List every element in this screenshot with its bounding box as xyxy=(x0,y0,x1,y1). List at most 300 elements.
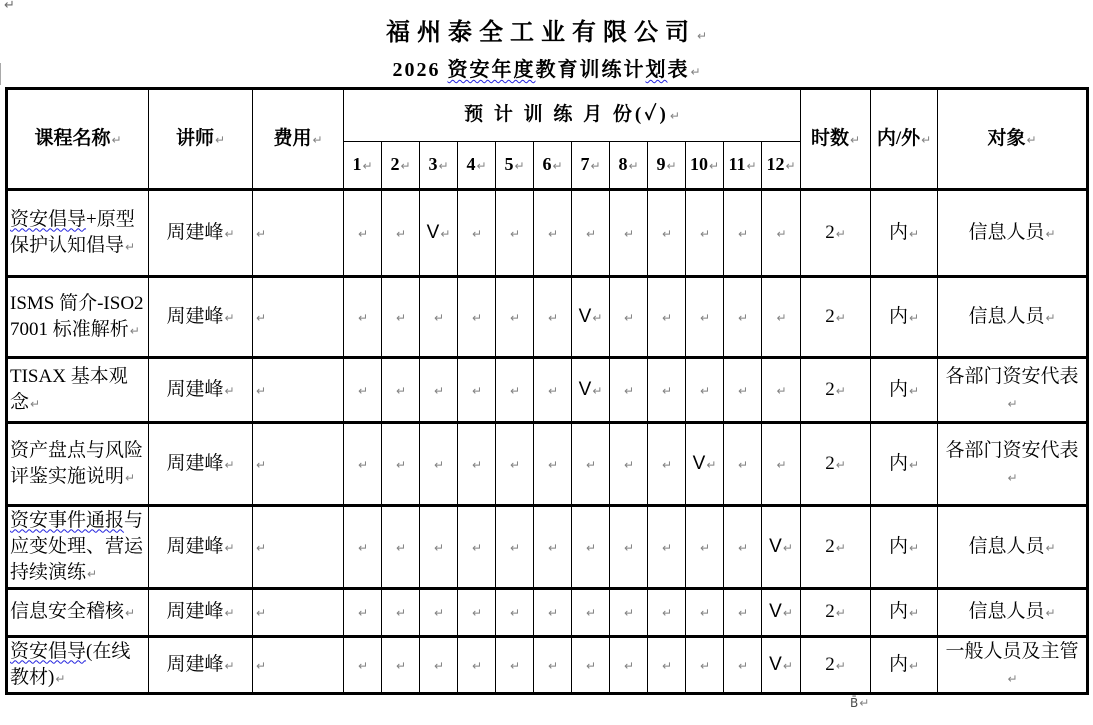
paragraph-mark: ↵ xyxy=(782,540,793,555)
paragraph-mark: ↵ xyxy=(357,226,369,241)
paragraph-mark: ↵ xyxy=(471,606,483,620)
month-check-mark: V xyxy=(578,305,592,327)
month-cell-9 xyxy=(648,423,686,506)
month-cell-12 xyxy=(762,423,801,506)
internal-external-cell xyxy=(871,637,938,694)
paragraph-mark: ↵ xyxy=(224,226,235,241)
paragraph-mark: ↵ xyxy=(835,658,846,673)
month-cell-2 xyxy=(382,190,420,277)
paragraph-mark: ↵ xyxy=(690,65,701,79)
paragraph-mark: ↵ xyxy=(661,540,673,555)
cost-cell xyxy=(253,423,344,506)
course-cell xyxy=(7,358,149,423)
month-cell-6 xyxy=(534,358,572,423)
month-cell-6 xyxy=(534,506,572,589)
instructor-header xyxy=(149,89,253,190)
month-cell-12 xyxy=(762,190,801,277)
paragraph-mark: ↵ xyxy=(395,606,407,620)
month-cell-1 xyxy=(344,423,382,506)
paragraph-mark: ↵ xyxy=(312,132,323,147)
paragraph-mark: ↵ xyxy=(699,310,711,325)
month-cell-6 xyxy=(534,190,572,277)
paragraph-mark: ↵ xyxy=(224,540,235,555)
course-cell xyxy=(7,589,149,637)
hours-cell xyxy=(801,589,871,637)
paragraph-mark: ↵ xyxy=(256,310,267,325)
month-header-6 xyxy=(534,142,572,190)
month-number: 7 xyxy=(580,154,590,174)
audience-cell xyxy=(938,423,1088,506)
paragraph-mark: ↵ xyxy=(256,606,267,620)
month-cell-11 xyxy=(724,190,762,277)
paragraph-mark: ↵ xyxy=(1045,310,1056,325)
paragraph-mark: ↵ xyxy=(921,132,932,147)
month-cell-11 xyxy=(724,506,762,589)
paragraph-mark: ↵ xyxy=(585,457,597,472)
paragraph-mark: ↵ xyxy=(909,540,920,555)
paragraph-mark: ↵ xyxy=(547,310,559,325)
paragraph-mark: ↵ xyxy=(357,658,369,673)
month-number: 10 xyxy=(689,154,708,174)
paragraph-mark: ↵ xyxy=(737,226,749,241)
paragraph-mark: ↵ xyxy=(661,457,673,472)
month-number: 6 xyxy=(542,154,552,174)
cost-cell xyxy=(253,589,344,637)
month-cell-3 xyxy=(420,358,458,423)
month-cell-4 xyxy=(458,589,496,637)
month-number: 1 xyxy=(352,154,362,174)
paragraph-mark: ↵ xyxy=(509,606,521,620)
month-cell-9 xyxy=(648,506,686,589)
internal-external-cell xyxy=(871,190,938,277)
paragraph-mark: ↵ xyxy=(661,606,673,620)
paragraph-mark: ↵ xyxy=(850,132,861,147)
paragraph-mark: ↵ xyxy=(224,606,235,620)
paragraph-mark: ↵ xyxy=(433,457,445,472)
month-number: 3 xyxy=(428,154,438,174)
subtitle-part: 教育训练计 xyxy=(535,59,646,81)
paragraph-mark: ↵ xyxy=(909,457,920,472)
paragraph-mark: ↵ xyxy=(590,159,601,173)
paragraph-mark: ↵ xyxy=(357,383,369,398)
paragraph-mark: ↵ xyxy=(509,226,521,241)
paragraph-mark: ↵ xyxy=(623,310,635,325)
paragraph-mark: ↵ xyxy=(1045,606,1056,620)
paragraph-mark: ↵ xyxy=(776,310,787,325)
cost-cell xyxy=(253,637,344,694)
hours-value: 2 xyxy=(825,305,835,327)
paragraph-mark: ↵ xyxy=(55,671,66,686)
course-name-text: ISMS 简介-ISO27001 标准解析 xyxy=(10,292,144,340)
header-label: 内/外 xyxy=(876,127,921,149)
paragraph-mark: ↵ xyxy=(214,132,226,147)
paragraph-mark: ↵ xyxy=(623,457,635,472)
paragraph-mark: ↵ xyxy=(471,383,483,398)
paragraph-mark: ↵ xyxy=(835,457,846,472)
paragraph-mark: ↵ xyxy=(129,323,140,338)
paragraph-mark: ↵ xyxy=(476,159,487,173)
month-cell-4 xyxy=(458,190,496,277)
paragraph-mark: ↵ xyxy=(859,696,870,710)
month-check-mark: V xyxy=(692,452,706,474)
hours-value: 2 xyxy=(825,378,835,400)
audience-value: 信息人员 xyxy=(968,221,1045,243)
paragraph-mark: ↵ xyxy=(737,606,749,620)
month-cell-4 xyxy=(458,423,496,506)
stray-object-text: B̄ xyxy=(850,696,859,710)
internal-external-value: 内 xyxy=(889,653,909,675)
paragraph-mark: ↵ xyxy=(909,383,920,398)
course-cell xyxy=(7,190,149,277)
audience-cell xyxy=(938,190,1088,277)
month-cell-5 xyxy=(496,589,534,637)
paragraph-mark: ↵ xyxy=(706,457,717,472)
internal-external-value: 内 xyxy=(889,221,909,243)
paragraph-mark: ↵ xyxy=(509,383,521,398)
month-cell-11 xyxy=(724,358,762,423)
paragraph-mark: ↵ xyxy=(547,540,559,555)
month-cell-6 xyxy=(534,637,572,694)
month-cell-7 xyxy=(572,589,610,637)
training-plan-table xyxy=(5,87,1089,695)
month-cell-10 xyxy=(686,190,724,277)
month-header-12 xyxy=(762,142,801,190)
month-cell-10 xyxy=(686,637,724,694)
paragraph-mark: ↵ xyxy=(395,226,407,241)
paragraph-mark: ↵ xyxy=(433,606,445,620)
paragraph-mark: ↵ xyxy=(592,310,603,325)
paragraph-mark: ↵ xyxy=(699,226,711,241)
month-cell-5 xyxy=(496,423,534,506)
month-cell-7 xyxy=(572,190,610,277)
header-label: 讲师 xyxy=(175,127,214,149)
month-header-7 xyxy=(572,142,610,190)
paragraph-mark: ↵ xyxy=(471,226,483,241)
table-row xyxy=(7,277,1088,358)
internal-external-value: 内 xyxy=(889,452,909,474)
paragraph-mark: ↵ xyxy=(357,606,369,620)
course-name-text: 与应变处理、营运持续演练 xyxy=(10,509,144,583)
month-cell-4 xyxy=(458,277,496,358)
month-cell-1 xyxy=(344,277,382,358)
paragraph-mark: ↵ xyxy=(547,457,559,472)
paragraph-mark: ↵ xyxy=(623,540,635,555)
paragraph-mark: ↵ xyxy=(357,540,369,555)
course-name-text: 资产盘点与风险评鉴实施说明 xyxy=(10,439,144,487)
paragraph-mark: ↵ xyxy=(737,310,749,325)
course-cell xyxy=(7,506,149,589)
paragraph-mark: ↵ xyxy=(661,658,673,673)
paragraph-mark: ↵ xyxy=(776,383,787,398)
month-cell-1 xyxy=(344,358,382,423)
month-header-11 xyxy=(724,142,762,190)
month-cell-2 xyxy=(382,637,420,694)
paragraph-mark: ↵ xyxy=(547,658,559,673)
course-cell xyxy=(7,277,149,358)
paragraph-mark: ↵ xyxy=(737,540,749,555)
table-row xyxy=(7,190,1088,277)
month-cell-12 xyxy=(762,637,801,694)
audience-value: 信息人员 xyxy=(968,535,1045,557)
month-cell-8 xyxy=(610,589,648,637)
paragraph-mark: ↵ xyxy=(592,383,603,398)
paragraph-mark: ↵ xyxy=(696,29,708,43)
audience-header xyxy=(938,89,1088,190)
paragraph-mark: ↵ xyxy=(30,396,41,411)
month-cell-5 xyxy=(496,637,534,694)
months-group-header xyxy=(344,89,801,142)
course-name-text: +原型保护认知倡导 xyxy=(10,208,135,256)
month-cell-12 xyxy=(762,506,801,589)
paragraph-mark: ↵ xyxy=(256,383,267,398)
company-title-text: 福州泰全工业有限公司 xyxy=(385,20,696,46)
month-cell-2 xyxy=(382,423,420,506)
hours-cell xyxy=(801,277,871,358)
paragraph-mark: ↵ xyxy=(224,457,235,472)
month-cell-7 xyxy=(572,423,610,506)
month-header-1 xyxy=(344,142,382,190)
header-label: 预 计 训 练 月 份(✓) xyxy=(464,104,669,125)
hours-cell xyxy=(801,190,871,277)
paragraph-mark: ↵ xyxy=(400,159,411,173)
paragraph-mark: ↵ xyxy=(224,658,235,673)
table-row xyxy=(7,423,1088,506)
paragraph-mark: ↵ xyxy=(395,658,407,673)
internal-external-value: 内 xyxy=(889,378,909,400)
month-cell-5 xyxy=(496,190,534,277)
paragraph-mark: ↵ xyxy=(623,383,635,398)
month-cell-8 xyxy=(610,277,648,358)
instructor-name: 周建峰 xyxy=(166,601,224,622)
month-cell-4 xyxy=(458,637,496,694)
course-cell xyxy=(7,423,149,506)
instructor-cell xyxy=(149,277,253,358)
internal-external-value: 内 xyxy=(889,305,909,327)
table-row xyxy=(7,506,1088,589)
instructor-cell xyxy=(149,423,253,506)
course-name-text: 资安倡导 xyxy=(10,640,87,662)
month-cell-3 xyxy=(420,190,458,277)
month-cell-9 xyxy=(648,637,686,694)
paragraph-mark: ↵ xyxy=(125,470,136,485)
internal-external-cell xyxy=(871,506,938,589)
cost-cell xyxy=(253,277,344,358)
header-label: 时数 xyxy=(811,127,850,149)
paragraph-mark: ↵ xyxy=(1007,671,1018,686)
paragraph-mark: ↵ xyxy=(395,383,407,398)
course-name-text: (在线教材) xyxy=(10,640,131,688)
paragraph-mark: ↵ xyxy=(514,159,525,173)
hours-cell xyxy=(801,637,871,694)
audience-value: 一般人员及主管 xyxy=(945,640,1079,662)
month-cell-1 xyxy=(344,589,382,637)
header-label: 对象 xyxy=(987,127,1026,149)
hours-value: 2 xyxy=(825,535,835,557)
paragraph-mark: ↵ xyxy=(623,226,635,241)
month-cell-4 xyxy=(458,506,496,589)
internal-external-value: 内 xyxy=(889,535,909,557)
month-cell-8 xyxy=(610,423,648,506)
month-number: 4 xyxy=(466,154,476,174)
paragraph-mark: ↵ xyxy=(585,658,597,673)
month-cell-11 xyxy=(724,589,762,637)
subtitle-part: 2026 xyxy=(392,59,448,81)
paragraph-mark: ↵ xyxy=(509,457,521,472)
month-header-4 xyxy=(458,142,496,190)
month-check-mark: V xyxy=(426,221,440,243)
paragraph-mark: ↵ xyxy=(737,383,749,398)
hours-cell xyxy=(801,506,871,589)
month-number: 9 xyxy=(656,154,666,174)
instructor-name: 周建峰 xyxy=(166,452,224,474)
audience-cell xyxy=(938,277,1088,358)
paragraph-mark: ↵ xyxy=(4,0,15,13)
month-cell-8 xyxy=(610,190,648,277)
course-cell xyxy=(7,637,149,694)
month-cell-3 xyxy=(420,589,458,637)
paragraph-mark: ↵ xyxy=(909,226,920,241)
subtitle-part: 表 xyxy=(667,59,690,81)
course-header xyxy=(7,89,149,190)
paragraph-mark: ↵ xyxy=(509,310,521,325)
audience-cell xyxy=(938,589,1088,637)
paragraph-mark: ↵ xyxy=(628,159,639,173)
header-row-1 xyxy=(7,89,1088,142)
month-cell-7 xyxy=(572,506,610,589)
month-cell-10 xyxy=(686,589,724,637)
instructor-cell xyxy=(149,358,253,423)
paragraph-mark: ↵ xyxy=(661,383,673,398)
paragraph-mark: ↵ xyxy=(585,226,597,241)
month-number: 12 xyxy=(766,154,785,174)
month-cell-6 xyxy=(534,589,572,637)
paragraph-mark: ↵ xyxy=(509,540,521,555)
instructor-cell xyxy=(149,190,253,277)
paragraph-mark: ↵ xyxy=(87,566,98,581)
month-cell-3 xyxy=(420,506,458,589)
month-cell-3 xyxy=(420,277,458,358)
audience-value: 各部门资安代表 xyxy=(945,365,1079,387)
month-cell-10 xyxy=(686,423,724,506)
paragraph-mark: ↵ xyxy=(746,159,757,173)
paragraph-mark: ↵ xyxy=(256,540,267,555)
paragraph-mark: ↵ xyxy=(1007,396,1018,411)
month-cell-2 xyxy=(382,277,420,358)
paragraph-mark: ↵ xyxy=(699,383,711,398)
paragraph-mark: ↵ xyxy=(909,658,920,673)
month-header-2 xyxy=(382,142,420,190)
paragraph-mark: ↵ xyxy=(357,457,369,472)
paragraph-mark: ↵ xyxy=(433,658,445,673)
hours-value: 2 xyxy=(825,653,835,675)
paragraph-mark: ↵ xyxy=(737,658,749,673)
month-cell-2 xyxy=(382,506,420,589)
month-cell-1 xyxy=(344,637,382,694)
month-cell-8 xyxy=(610,637,648,694)
month-cell-11 xyxy=(724,637,762,694)
paragraph-mark: ↵ xyxy=(699,540,711,555)
paragraph-mark: ↵ xyxy=(125,239,136,254)
paragraph-mark: ↵ xyxy=(623,606,635,620)
paragraph-mark: ↵ xyxy=(433,383,445,398)
paragraph-mark: ↵ xyxy=(585,606,597,620)
month-cell-11 xyxy=(724,277,762,358)
month-cell-7 xyxy=(572,637,610,694)
month-check-mark: V xyxy=(769,535,782,557)
month-header-3 xyxy=(420,142,458,190)
course-name-text: 信息安全稽核 xyxy=(10,601,125,622)
paragraph-mark: ↵ xyxy=(395,540,407,555)
audience-value: 各部门资安代表 xyxy=(945,439,1079,461)
month-number: 11 xyxy=(728,154,746,174)
course-name-text: 资安倡导 xyxy=(10,208,87,230)
audience-cell xyxy=(938,637,1088,694)
paragraph-mark: ↵ xyxy=(737,457,749,472)
paragraph-mark: ↵ xyxy=(547,226,559,241)
stray-object-mark xyxy=(850,696,869,710)
month-cell-9 xyxy=(648,190,686,277)
company-title xyxy=(0,12,1093,47)
hours-value: 2 xyxy=(825,221,835,243)
month-header-8 xyxy=(610,142,648,190)
paragraph-mark: ↵ xyxy=(362,159,373,173)
cost-cell xyxy=(253,190,344,277)
paragraph-mark: ↵ xyxy=(438,159,449,173)
month-cell-11 xyxy=(724,423,762,506)
internal-external-value: 内 xyxy=(889,601,909,622)
instructor-name: 周建峰 xyxy=(166,221,224,243)
paragraph-mark: ↵ xyxy=(395,310,407,325)
paragraph-mark: ↵ xyxy=(661,226,673,241)
month-cell-10 xyxy=(686,277,724,358)
paragraph-mark: ↵ xyxy=(111,132,122,147)
audience-value: 信息人员 xyxy=(968,601,1045,622)
month-cell-8 xyxy=(610,358,648,423)
month-check-mark: V xyxy=(769,653,782,675)
cost-cell xyxy=(253,506,344,589)
paragraph-mark: ↵ xyxy=(1045,226,1056,241)
paragraph-mark: ↵ xyxy=(395,457,407,472)
paragraph-mark: ↵ xyxy=(1026,132,1037,147)
month-cell-6 xyxy=(534,423,572,506)
header-label: 费用 xyxy=(273,127,312,149)
paragraph-mark: ↵ xyxy=(509,658,521,673)
instructor-cell xyxy=(149,637,253,694)
doc-subtitle xyxy=(0,53,1093,82)
table-row xyxy=(7,358,1088,423)
month-cell-9 xyxy=(648,589,686,637)
paragraph-mark: ↵ xyxy=(471,658,483,673)
paragraph-mark: ↵ xyxy=(835,226,846,241)
instructor-name: 周建峰 xyxy=(166,535,224,557)
paragraph-mark: ↵ xyxy=(256,658,267,673)
month-cell-12 xyxy=(762,277,801,358)
month-number: 5 xyxy=(504,154,514,174)
course-name-text: 资安事件通报 xyxy=(10,509,125,531)
paragraph-mark: ↵ xyxy=(776,457,787,472)
hours-header xyxy=(801,89,871,190)
hours-value: 2 xyxy=(825,452,835,474)
hours-value: 2 xyxy=(825,601,835,622)
paragraph-mark: ↵ xyxy=(782,658,793,673)
paragraph-mark: ↵ xyxy=(357,310,369,325)
internal-external-header xyxy=(871,89,938,190)
paragraph-mark: ↵ xyxy=(256,457,267,472)
paragraph-mark: ↵ xyxy=(471,310,483,325)
paragraph-mark: ↵ xyxy=(547,606,559,620)
paragraph-mark: ↵ xyxy=(708,159,720,173)
paragraph-mark: ↵ xyxy=(835,383,846,398)
